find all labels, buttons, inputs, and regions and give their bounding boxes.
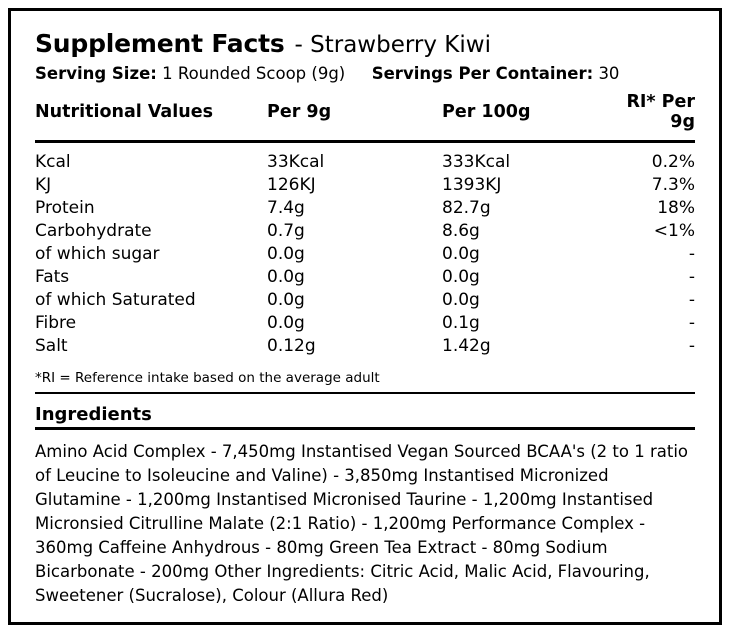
row-name: Carbohydrate bbox=[35, 220, 152, 241]
ingredients-text: Amino Acid Complex - 7,450mg Instantised Vegan Sourced BCAA's (2 to 1 ratio of Leucine to Isoleucine and Valine) - 3,850mg Instantised Micronized Glutamine - 1,200mg Instantised Micronised Taurine - 1,200mg Instantised Micronsied Citrulline Malate (2:1 Ratio) - 1,200mg Performance Complex - 360mg Caffeine Anhydrous - 80mg Green Tea Extract - 80mg Sodium Bicarbonate - 200mg Other Ingredients: Citric Acid, Malic Acid, Flavouring, Sweetener (Sucralose), Colour (Allura Red) bbox=[35, 442, 689, 605]
serving-size-label: Serving Size: bbox=[35, 64, 157, 83]
row-ri: 7.3% bbox=[651, 174, 695, 195]
nutrition-table bbox=[35, 92, 695, 138]
ingredients-top-divider bbox=[35, 392, 695, 394]
label-title bbox=[35, 29, 695, 58]
table-row bbox=[35, 265, 695, 288]
flavour-name: Strawberry Kiwi bbox=[310, 32, 491, 58]
row-per-100g: 0.0g bbox=[442, 289, 480, 310]
row-per-100g: 82.7g bbox=[442, 197, 491, 218]
row-ri: 18% bbox=[657, 197, 695, 218]
row-ri: <1% bbox=[653, 220, 695, 241]
row-ri: - bbox=[688, 312, 695, 333]
row-per-100g: 0.0g bbox=[442, 243, 480, 264]
row-per-9g: 0.12g bbox=[267, 335, 316, 356]
row-name: of which Saturated bbox=[35, 289, 196, 310]
row-name: Salt bbox=[35, 335, 68, 356]
servings-per-container-label: Servings Per Container: bbox=[371, 64, 594, 83]
row-name: Fats bbox=[35, 266, 70, 287]
ingredients-heading: Ingredients bbox=[35, 404, 152, 425]
column-header-per-100g: Per 100g bbox=[442, 102, 531, 122]
row-name: Kcal bbox=[35, 151, 71, 172]
row-name: KJ bbox=[35, 174, 52, 195]
nutrition-table-head bbox=[35, 92, 695, 138]
row-ri: 0.2% bbox=[651, 151, 695, 172]
row-per-9g: 0.0g bbox=[267, 266, 305, 287]
column-header-ri: RI* Per 9g bbox=[626, 92, 695, 132]
header-divider bbox=[35, 140, 695, 143]
table-row bbox=[35, 334, 695, 357]
serving-size-value: 1 Rounded Scoop (9g) bbox=[162, 64, 346, 83]
row-per-9g: 126KJ bbox=[267, 174, 316, 195]
column-header-values: Nutritional Values bbox=[35, 102, 213, 122]
row-per-9g: 33Kcal bbox=[267, 151, 325, 172]
column-header-per-9g: Per 9g bbox=[267, 102, 332, 122]
row-per-100g: 0.0g bbox=[442, 266, 480, 287]
supplement-facts-panel bbox=[8, 8, 722, 625]
ingredients-bottom-divider bbox=[35, 427, 695, 430]
table-row bbox=[35, 311, 695, 334]
row-per-100g: 8.6g bbox=[442, 220, 480, 241]
servings-per-container-value: 30 bbox=[598, 64, 620, 83]
row-ri: - bbox=[688, 266, 695, 287]
table-row bbox=[35, 173, 695, 196]
row-per-9g: 0.7g bbox=[267, 220, 305, 241]
row-ri: - bbox=[688, 243, 695, 264]
nutrition-values-table bbox=[35, 150, 695, 357]
row-name: Protein bbox=[35, 197, 95, 218]
row-per-9g: 0.0g bbox=[267, 243, 305, 264]
row-per-100g: 333Kcal bbox=[442, 151, 511, 172]
row-per-9g: 0.0g bbox=[267, 312, 305, 333]
title-separator: - bbox=[294, 32, 303, 58]
serving-info-line bbox=[35, 64, 695, 83]
row-ri: - bbox=[688, 289, 695, 310]
reference-intake-note: *RI = Reference intake based on the average adult bbox=[35, 370, 380, 386]
row-per-100g: 0.1g bbox=[442, 312, 480, 333]
table-row bbox=[35, 196, 695, 219]
row-per-100g: 1393KJ bbox=[442, 174, 502, 195]
title-flavour-text bbox=[295, 32, 491, 58]
table-row bbox=[35, 242, 695, 265]
row-name: of which sugar bbox=[35, 243, 160, 264]
table-header-row bbox=[35, 92, 695, 138]
row-per-9g: 7.4g bbox=[267, 197, 305, 218]
table-row bbox=[35, 150, 695, 173]
row-per-9g: 0.0g bbox=[267, 289, 305, 310]
title-main-text: Supplement Facts bbox=[35, 29, 285, 58]
row-name: Fibre bbox=[35, 312, 77, 333]
table-row bbox=[35, 288, 695, 311]
row-per-100g: 1.42g bbox=[442, 335, 491, 356]
table-row bbox=[35, 219, 695, 242]
nutrition-table-body bbox=[35, 150, 695, 357]
row-ri: - bbox=[688, 335, 695, 356]
